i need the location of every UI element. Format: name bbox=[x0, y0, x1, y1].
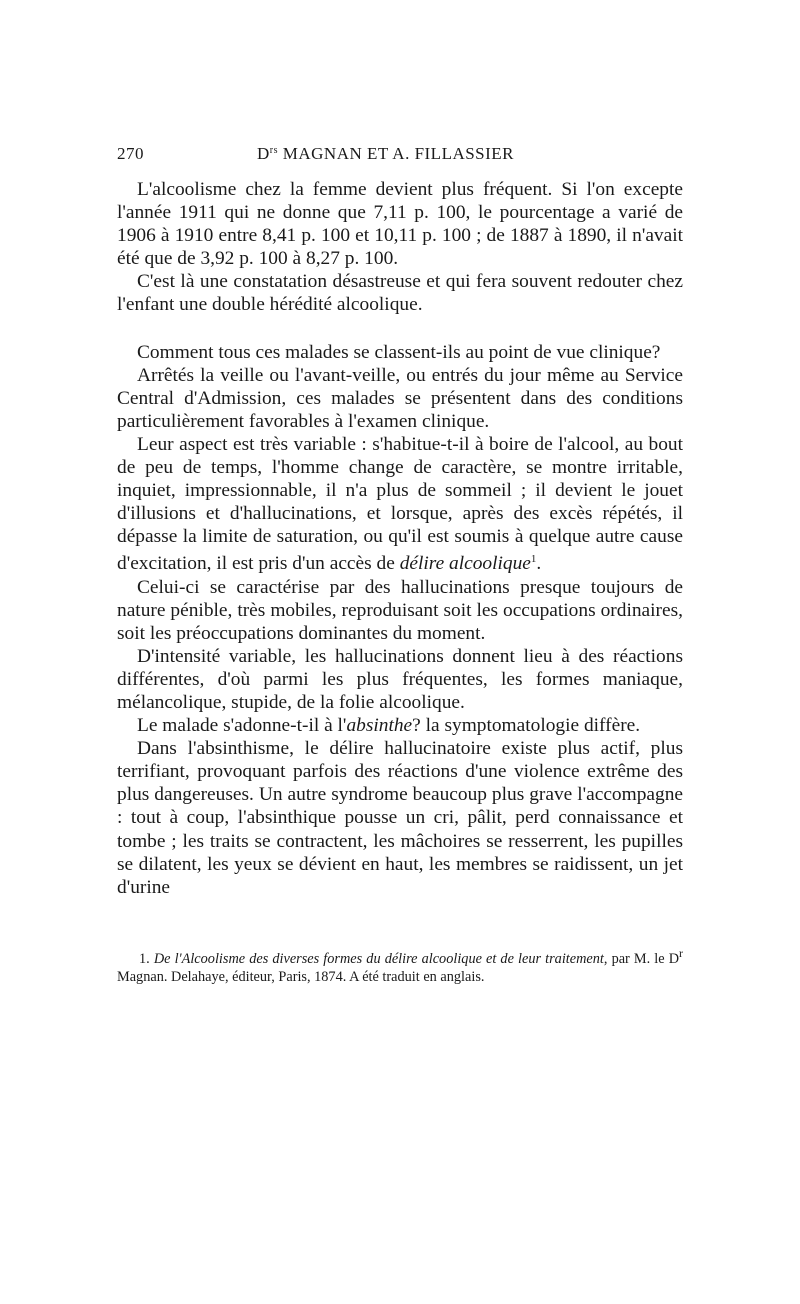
paragraph: Arrêtés la veille ou l'avant-veille, ou entrés du jour même au Service Central d'Admission, ces malades se présentent dans des conditions particulièrement favorables à l'examen clinique. bbox=[117, 364, 683, 432]
paragraph: Comment tous ces malades se classent-ils au point de vue clinique? bbox=[137, 341, 661, 363]
footnote-number: 1. bbox=[139, 950, 154, 967]
body-text bbox=[117, 178, 683, 899]
paragraph: L'alcoolisme chez la femme devient plus fréquent. Si l'on excepte l'année 1911 qui ne donne que 7,11 p. 100, le pourcentage a varié de 1906 à 1910 entre 8,41 p. 100 et 10,11 p. 100 ; de 1887 à 1890, il n'avait été que de 3,92 p. 100 à 8,27 p. 100. bbox=[117, 179, 683, 270]
paragraph-text: Leur aspect est très variable : s'habitue-t-il à boire de l'alcool, au bout de peu de temps, l'homme change de caractère, se montre irritable, inquiet, impressionnable, il n'a plus de sommeil ; il devient le jouet d'illusions et d'hallucinations, et lorsque, après des excès répétés, il dépasse la limite de saturation, ou qu'il est soumis à quelque autre cause d'excitation, il est pris d'un accès de bbox=[117, 433, 683, 575]
footnote-title: De l'Alcoolisme des diverses formes du délire alcoolique et de leur traitement bbox=[153, 950, 604, 967]
page-number: 270 bbox=[117, 144, 144, 163]
book-page bbox=[117, 144, 683, 986]
footnote-sup: r bbox=[679, 945, 683, 960]
paragraph bbox=[117, 714, 683, 737]
footnote-text: Magnan. Delahaye, éditeur, Paris, 1874. A été traduit en anglais. bbox=[117, 968, 485, 985]
paragraph: Dans l'absinthisme, le délire hallucinatoire existe plus actif, plus terrifiant, provoquant parfois des réactions d'une violence extrême des plus dangereuses. Un autre syndrome beaucoup plus grave l'accompagne : tout à coup, l'absinthique pousse un cri, pâlit, perd connaissance et tombe ; les traits se contractent, les mâchoires se resserrent, les pupilles se dilatent, les yeux se dévient en haut, les membres se raidissent, un jet d'urine bbox=[117, 738, 683, 898]
running-title-rest: MAGNAN ET A. FILLASSIER bbox=[278, 144, 515, 163]
emphasis-text: absinthe bbox=[346, 715, 413, 737]
paragraph: Celui-ci se caractérise par des hallucinations presque toujours de nature pénible, très mobiles, reproduisant soit les occupations ordinaires, soit les préoccupations dominantes du moment. bbox=[117, 576, 683, 644]
paragraph: C'est là une constatation désastreuse et qui fera souvent redouter chez l'enfant une double hérédité alcoolique. bbox=[117, 271, 683, 316]
running-title bbox=[257, 144, 514, 164]
running-title-sup: rs bbox=[269, 145, 279, 156]
footnote-reference: 1 bbox=[530, 553, 537, 566]
paragraph-text: ? la symptomatologie diffère. bbox=[412, 715, 641, 737]
paragraph bbox=[117, 433, 683, 576]
footnote-text: , par M. le D bbox=[603, 950, 680, 967]
running-title-prefix: D bbox=[257, 144, 270, 163]
footnote bbox=[117, 944, 683, 987]
paragraph-text: Le malade s'adonne-t-il à l' bbox=[137, 715, 347, 737]
paragraph: D'intensité variable, les hallucinations donnent lieu à des réactions différentes, d'où parmi les plus fréquentes, les formes maniaque, mélancolique, stupide, de la folie alcoolique. bbox=[117, 645, 683, 713]
paragraph-text: . bbox=[536, 553, 542, 575]
emphasis-text: délire alcoolique bbox=[399, 553, 531, 575]
running-header bbox=[117, 144, 683, 170]
